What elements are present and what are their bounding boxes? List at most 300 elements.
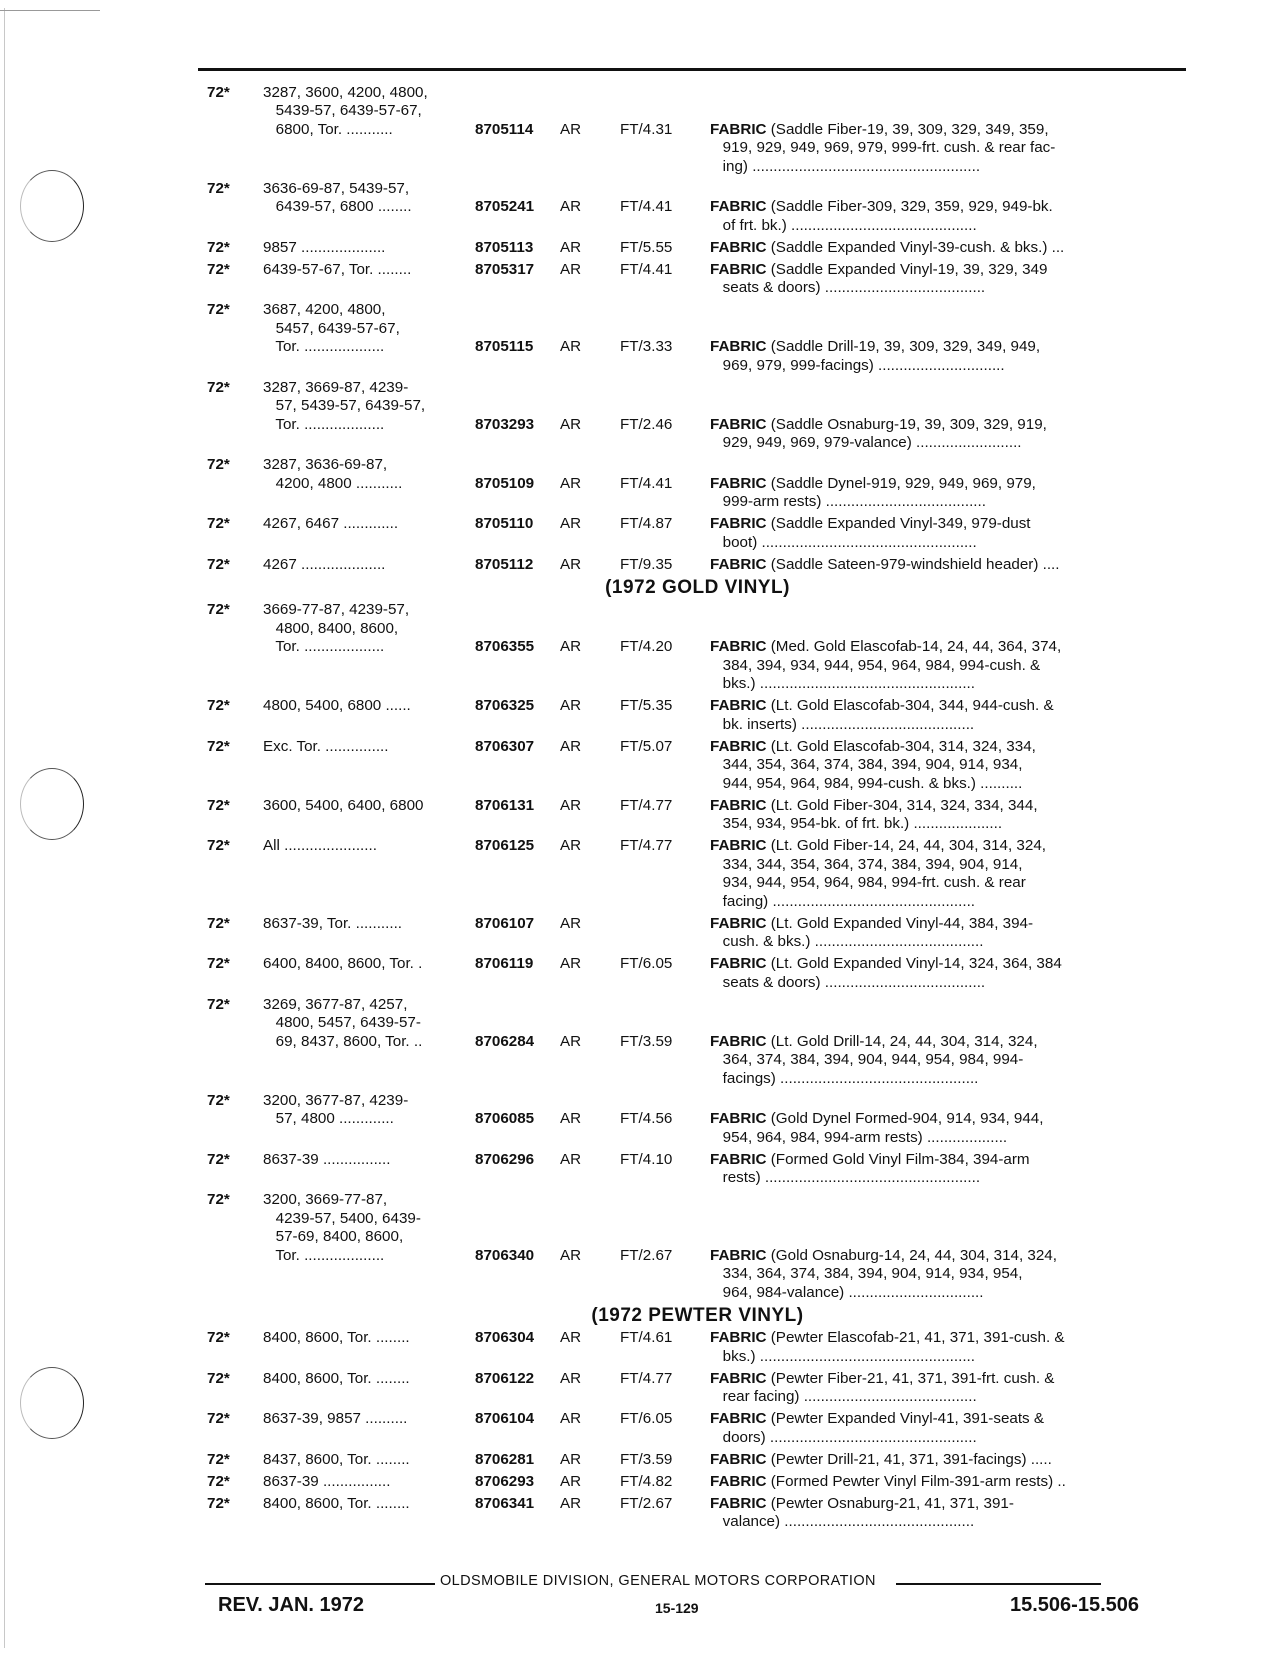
model-year: 72* <box>207 995 230 1013</box>
quantity <box>560 1014 620 1033</box>
model-list: 4800, 5400, 6800 ...... <box>263 697 411 714</box>
quantity: AR <box>560 1369 582 1387</box>
parts-row <box>205 1410 1190 1429</box>
price <box>620 379 710 398</box>
model-list <box>263 974 475 993</box>
description <box>710 1451 1190 1470</box>
part-number <box>475 815 560 834</box>
description <box>710 456 1190 475</box>
parts-row <box>205 534 1190 553</box>
price <box>620 1228 710 1247</box>
part-number: 8705110 <box>475 515 534 532</box>
price <box>620 1169 710 1188</box>
description-keyword: FABRIC <box>710 338 767 355</box>
description: valance) ............................................. <box>710 1513 975 1530</box>
model-year: 72* <box>207 1450 230 1468</box>
parts-row <box>205 434 1190 453</box>
price <box>620 357 710 376</box>
description: seats & doors) ...................................... <box>710 279 986 296</box>
parts-row <box>205 1513 1190 1532</box>
description-keyword: FABRIC <box>710 914 767 932</box>
price <box>620 279 710 298</box>
model-list: 4239-57, 5400, 6439- <box>263 1209 421 1227</box>
quantity: AR <box>560 1246 582 1264</box>
description: 364, 374, 384, 394, 904, 944, 954, 984, 994- <box>710 1051 1024 1068</box>
model-year <box>205 102 263 121</box>
parts-row <box>205 239 1190 258</box>
price: FT/4.77 <box>620 837 673 854</box>
price <box>620 716 710 735</box>
model-list: 6800, Tor. ........... <box>263 120 393 138</box>
price: FT/4.82 <box>620 1472 673 1490</box>
model-year: 72* <box>207 837 230 854</box>
quantity: AR <box>560 238 582 256</box>
description: 954, 964, 984, 994-arm rests) ................... <box>710 1128 1008 1146</box>
part-number: 8706284 <box>475 1032 535 1050</box>
description <box>710 102 1190 121</box>
description <box>710 1329 1190 1348</box>
model-year <box>205 1169 263 1188</box>
part-number <box>475 856 560 875</box>
quantity <box>560 1513 620 1532</box>
quantity <box>560 933 620 952</box>
description-keyword: FABRIC <box>710 238 767 256</box>
model-year <box>205 1388 263 1407</box>
description-text: (Pewter Elascofab-21, 41, 371, 391-cush. & <box>766 1329 1065 1346</box>
description-keyword: FABRIC <box>710 1150 767 1168</box>
part-number: 8706296 <box>475 1150 535 1168</box>
quantity: AR <box>560 474 582 492</box>
model-year: 72* <box>207 179 230 197</box>
model-list: 4800, 5457, 6439-57- <box>263 1014 421 1031</box>
parts-row <box>205 261 1190 280</box>
model-year <box>205 475 263 494</box>
quantity: AR <box>560 198 582 215</box>
quantity <box>560 397 620 416</box>
quantity: AR <box>560 737 582 755</box>
description-text: (Saddle Fiber-309, 329, 359, 929, 949-bk. <box>766 198 1053 215</box>
part-number <box>475 675 560 694</box>
part-number <box>475 1388 560 1407</box>
description <box>710 1110 1190 1129</box>
description: of frt. bk.) ............................................ <box>710 216 977 234</box>
model-year: 72* <box>207 1410 230 1427</box>
parts-row <box>205 515 1190 534</box>
model-list: 9857 .................... <box>263 238 386 256</box>
model-list: 5457, 6439-57-67, <box>263 319 400 337</box>
model-list <box>263 657 475 676</box>
part-number <box>475 657 560 676</box>
description <box>710 837 1190 856</box>
quantity: AR <box>560 1472 582 1490</box>
part-number <box>475 893 560 912</box>
part-number <box>475 775 560 794</box>
parts-row <box>205 874 1190 893</box>
price: FT/3.59 <box>620 1450 673 1468</box>
description <box>710 1191 1190 1210</box>
description <box>710 416 1190 435</box>
price: FT/4.41 <box>620 260 673 278</box>
description: facing) ................................................ <box>710 892 976 910</box>
price: FT/4.61 <box>620 1329 673 1346</box>
model-list <box>263 756 475 775</box>
price <box>620 620 710 639</box>
description: 334, 364, 374, 384, 394, 904, 914, 934, 954, <box>710 1265 1023 1282</box>
parts-row <box>205 121 1190 140</box>
model-list <box>263 856 475 875</box>
parts-row <box>205 1247 1190 1266</box>
description: seats & doors) ...................................... <box>710 973 986 991</box>
part-number <box>475 1092 560 1111</box>
model-year <box>205 1429 263 1448</box>
quantity <box>560 139 620 158</box>
parts-row <box>205 301 1190 320</box>
description-keyword: FABRIC <box>710 1246 767 1264</box>
part-number: 8706104 <box>475 1410 535 1427</box>
model-year: 72* <box>207 955 230 972</box>
model-year <box>205 338 263 357</box>
description <box>710 180 1190 199</box>
quantity: AR <box>560 697 582 714</box>
parts-row <box>205 815 1190 834</box>
description: 384, 394, 934, 944, 954, 964, 984, 994-cush. & <box>710 656 1041 674</box>
model-list <box>263 775 475 794</box>
model-list <box>263 534 475 553</box>
part-number <box>475 1014 560 1033</box>
model-year: 72* <box>207 697 230 714</box>
description-keyword: FABRIC <box>710 555 767 573</box>
model-year <box>205 874 263 893</box>
model-list: Exc. Tor. ............... <box>263 737 389 755</box>
parts-row <box>205 996 1190 1015</box>
description: bk. inserts) ......................................... <box>710 715 975 733</box>
model-list <box>263 139 475 158</box>
model-year <box>205 1247 263 1266</box>
description-text: (Lt. Gold Elascofab-304, 314, 324, 334, <box>766 737 1036 755</box>
part-number <box>475 874 560 893</box>
parts-row <box>205 1370 1190 1389</box>
model-list: 3687, 4200, 4800, <box>263 301 386 318</box>
parts-row <box>205 716 1190 735</box>
parts-row <box>205 357 1190 376</box>
footer-section-range: 15.506-15.506 <box>1010 1594 1140 1616</box>
model-list: 4200, 4800 ........... <box>263 474 403 492</box>
parts-row <box>205 84 1190 103</box>
model-year <box>205 620 263 639</box>
quantity <box>560 1228 620 1247</box>
footer-division: OLDSMOBILE DIVISION, GENERAL MOTORS CORPORATION <box>440 1573 876 1589</box>
description: bks.) ................................................... <box>710 1347 975 1365</box>
model-list <box>263 1348 475 1367</box>
parts-row <box>205 180 1190 199</box>
model-list: 69, 8437, 8600, Tor. .. <box>263 1032 423 1050</box>
model-year <box>205 933 263 952</box>
model-year <box>205 416 263 435</box>
description <box>710 1014 1190 1033</box>
model-year <box>205 320 263 339</box>
part-number <box>475 1070 560 1089</box>
description: 334, 344, 354, 364, 374, 384, 394, 904, 914, <box>710 855 1023 873</box>
quantity <box>560 1191 620 1210</box>
description <box>710 121 1190 140</box>
price <box>620 1070 710 1089</box>
price <box>620 1265 710 1284</box>
model-year: 72* <box>207 737 230 755</box>
quantity: AR <box>560 837 582 854</box>
parts-row <box>205 657 1190 676</box>
quantity: AR <box>560 1410 582 1427</box>
part-number <box>475 1210 560 1229</box>
parts-row <box>205 1191 1190 1210</box>
model-list <box>263 434 475 453</box>
model-year: 72* <box>207 1472 230 1490</box>
description: 969, 979, 999-facings) .............................. <box>710 356 1005 374</box>
price: FT/2.67 <box>620 1246 673 1264</box>
model-year <box>205 121 263 140</box>
parts-row <box>205 1014 1190 1033</box>
model-list <box>263 933 475 952</box>
model-list <box>263 1051 475 1070</box>
part-number: 8706355 <box>475 638 535 655</box>
model-list: 3200, 3669-77-87, <box>263 1191 388 1208</box>
description-keyword: FABRIC <box>710 198 767 215</box>
part-number <box>475 716 560 735</box>
part-number <box>475 279 560 298</box>
description-text: (Pewter Fiber-21, 41, 371, 391-frt. cush. & <box>766 1369 1055 1387</box>
parts-row <box>205 397 1190 416</box>
part-number: 8706281 <box>475 1450 535 1468</box>
quantity <box>560 456 620 475</box>
model-list <box>263 893 475 912</box>
parts-row <box>205 1429 1190 1448</box>
quantity <box>560 856 620 875</box>
part-number: 8706125 <box>475 837 535 854</box>
price <box>620 456 710 475</box>
quantity <box>560 620 620 639</box>
description-keyword: FABRIC <box>710 697 767 714</box>
quantity <box>560 357 620 376</box>
quantity: AR <box>560 120 582 138</box>
description: doors) ................................................. <box>710 1428 977 1446</box>
model-list: 3600, 5400, 6400, 6800 <box>263 796 424 814</box>
price <box>620 102 710 121</box>
quantity: AR <box>560 415 582 433</box>
description-keyword: FABRIC <box>710 1032 767 1050</box>
description <box>710 620 1190 639</box>
price <box>620 996 710 1015</box>
model-list: 8400, 8600, Tor. ........ <box>263 1494 410 1512</box>
parts-row <box>205 638 1190 657</box>
description-keyword: FABRIC <box>710 955 767 972</box>
price: FT/6.05 <box>620 955 673 972</box>
parts-row <box>205 620 1190 639</box>
description: 354, 934, 954-bk. of frt. bk.) ..................... <box>710 815 1003 832</box>
description-text: (Saddle Osnaburg-19, 39, 309, 329, 919, <box>766 415 1047 433</box>
model-list: 8437, 8600, Tor. ........ <box>263 1450 410 1468</box>
part-number <box>475 1265 560 1284</box>
model-list: 6439-57-67, Tor. ........ <box>263 260 412 278</box>
model-year: 72* <box>207 1369 230 1387</box>
part-number: 8706307 <box>475 737 535 755</box>
quantity <box>560 180 620 199</box>
model-list: Tor. ................... <box>263 638 385 655</box>
quantity: AR <box>560 1329 582 1346</box>
description-keyword: FABRIC <box>710 1450 767 1468</box>
model-list <box>263 279 475 298</box>
price: FT/4.56 <box>620 1110 673 1127</box>
part-number: 8706119 <box>475 955 534 972</box>
part-number: 8706122 <box>475 1369 535 1387</box>
parts-row <box>205 1210 1190 1229</box>
part-number <box>475 1284 560 1303</box>
part-number <box>475 139 560 158</box>
page-edge <box>4 8 5 1648</box>
model-year <box>205 279 263 298</box>
model-list: 8637-39, 9857 .......... <box>263 1410 408 1427</box>
part-number <box>475 379 560 398</box>
part-number <box>475 158 560 177</box>
description <box>710 738 1190 757</box>
description-text: (Gold Dynel Formed-904, 914, 934, 944, <box>766 1110 1044 1127</box>
model-list <box>263 874 475 893</box>
model-year: 72* <box>207 83 230 101</box>
section-heading: (1972 PEWTER VINYL) <box>591 1305 804 1326</box>
model-year <box>205 1265 263 1284</box>
quantity <box>560 775 620 794</box>
model-year: 72* <box>207 601 230 618</box>
price: FT/4.20 <box>620 638 673 655</box>
parts-row <box>205 320 1190 339</box>
price: FT/3.33 <box>620 338 673 355</box>
price <box>620 1513 710 1532</box>
description-text: (Formed Pewter Vinyl Film-391-arm rests) .. <box>766 1472 1066 1490</box>
description-keyword: FABRIC <box>710 1329 767 1346</box>
description-text: (Lt. Gold Elascofab-304, 344, 944-cush. & <box>766 697 1054 714</box>
quantity <box>560 1129 620 1148</box>
description-keyword: FABRIC <box>710 1472 767 1490</box>
quantity <box>560 1429 620 1448</box>
model-year: 72* <box>207 555 230 573</box>
description-text: (Pewter Drill-21, 41, 371, 391-facings) ..... <box>766 1450 1052 1468</box>
model-year: 72* <box>207 914 230 932</box>
price: FT/4.31 <box>620 120 673 138</box>
parts-row <box>205 601 1190 620</box>
part-number <box>475 974 560 993</box>
description <box>710 239 1190 258</box>
quantity <box>560 815 620 834</box>
model-year <box>205 434 263 453</box>
price <box>620 874 710 893</box>
parts-row <box>205 279 1190 298</box>
model-list <box>263 1284 475 1303</box>
model-list: 57-69, 8400, 8600, <box>263 1228 404 1245</box>
binder-hole-top <box>20 170 84 242</box>
model-list: 4800, 8400, 8600, <box>263 619 399 637</box>
part-number <box>475 102 560 121</box>
description: 964, 984-valance) ................................ <box>710 1283 984 1301</box>
quantity <box>560 1265 620 1284</box>
model-year <box>205 493 263 512</box>
model-list <box>263 1388 475 1407</box>
description <box>710 338 1190 357</box>
part-number <box>475 493 560 512</box>
parts-row <box>205 198 1190 217</box>
price <box>620 534 710 553</box>
model-year <box>205 1033 263 1052</box>
price <box>620 657 710 676</box>
description-text: (Formed Gold Vinyl Film-384, 394-arm <box>766 1150 1030 1168</box>
price <box>620 1051 710 1070</box>
parts-row <box>205 379 1190 398</box>
quantity: AR <box>560 638 582 655</box>
price <box>620 1210 710 1229</box>
description: 944, 954, 964, 984, 994-cush. & bks.) .......... <box>710 774 1023 792</box>
model-year: 72* <box>207 515 230 532</box>
parts-row <box>205 1451 1190 1470</box>
description: 934, 944, 954, 964, 984, 994-frt. cush. & rear <box>710 874 1026 891</box>
model-year <box>205 1051 263 1070</box>
description <box>710 198 1190 217</box>
price <box>620 434 710 453</box>
footer-rule-left <box>205 1583 435 1585</box>
model-year <box>205 1210 263 1229</box>
parts-row <box>205 556 1190 575</box>
description <box>710 955 1190 974</box>
part-number <box>475 933 560 952</box>
description <box>710 996 1190 1015</box>
description <box>710 915 1190 934</box>
price: FT/4.10 <box>620 1150 673 1168</box>
description <box>710 515 1190 534</box>
parts-row <box>205 933 1190 952</box>
part-number <box>475 1129 560 1148</box>
model-list <box>263 357 475 376</box>
model-year: 72* <box>207 456 230 473</box>
part-number <box>475 357 560 376</box>
model-list: 8400, 8600, Tor. ........ <box>263 1329 410 1346</box>
description <box>710 797 1190 816</box>
model-year <box>205 1129 263 1148</box>
price: FT/4.77 <box>620 1369 673 1387</box>
parts-row <box>205 102 1190 121</box>
description-text: (Lt. Gold Fiber-14, 24, 44, 304, 314, 324, <box>766 837 1046 854</box>
model-year <box>205 1284 263 1303</box>
price <box>620 933 710 952</box>
model-list <box>263 158 475 177</box>
part-number: 8706107 <box>475 914 535 932</box>
parts-row <box>205 1033 1190 1052</box>
price <box>620 139 710 158</box>
model-year <box>205 775 263 794</box>
part-number <box>475 456 560 475</box>
model-year <box>205 158 263 177</box>
price <box>620 158 710 177</box>
model-year <box>205 675 263 694</box>
price: FT/5.35 <box>620 697 673 714</box>
parts-row <box>205 738 1190 757</box>
parts-row <box>205 797 1190 816</box>
model-year <box>205 638 263 657</box>
parts-row <box>205 139 1190 158</box>
model-list: 3200, 3677-87, 4239- <box>263 1091 409 1109</box>
quantity <box>560 756 620 775</box>
model-list <box>263 493 475 512</box>
model-list: 3287, 3669-87, 4239- <box>263 378 409 396</box>
part-number <box>475 756 560 775</box>
parts-row <box>205 1329 1190 1348</box>
quantity <box>560 301 620 320</box>
price <box>620 915 710 934</box>
